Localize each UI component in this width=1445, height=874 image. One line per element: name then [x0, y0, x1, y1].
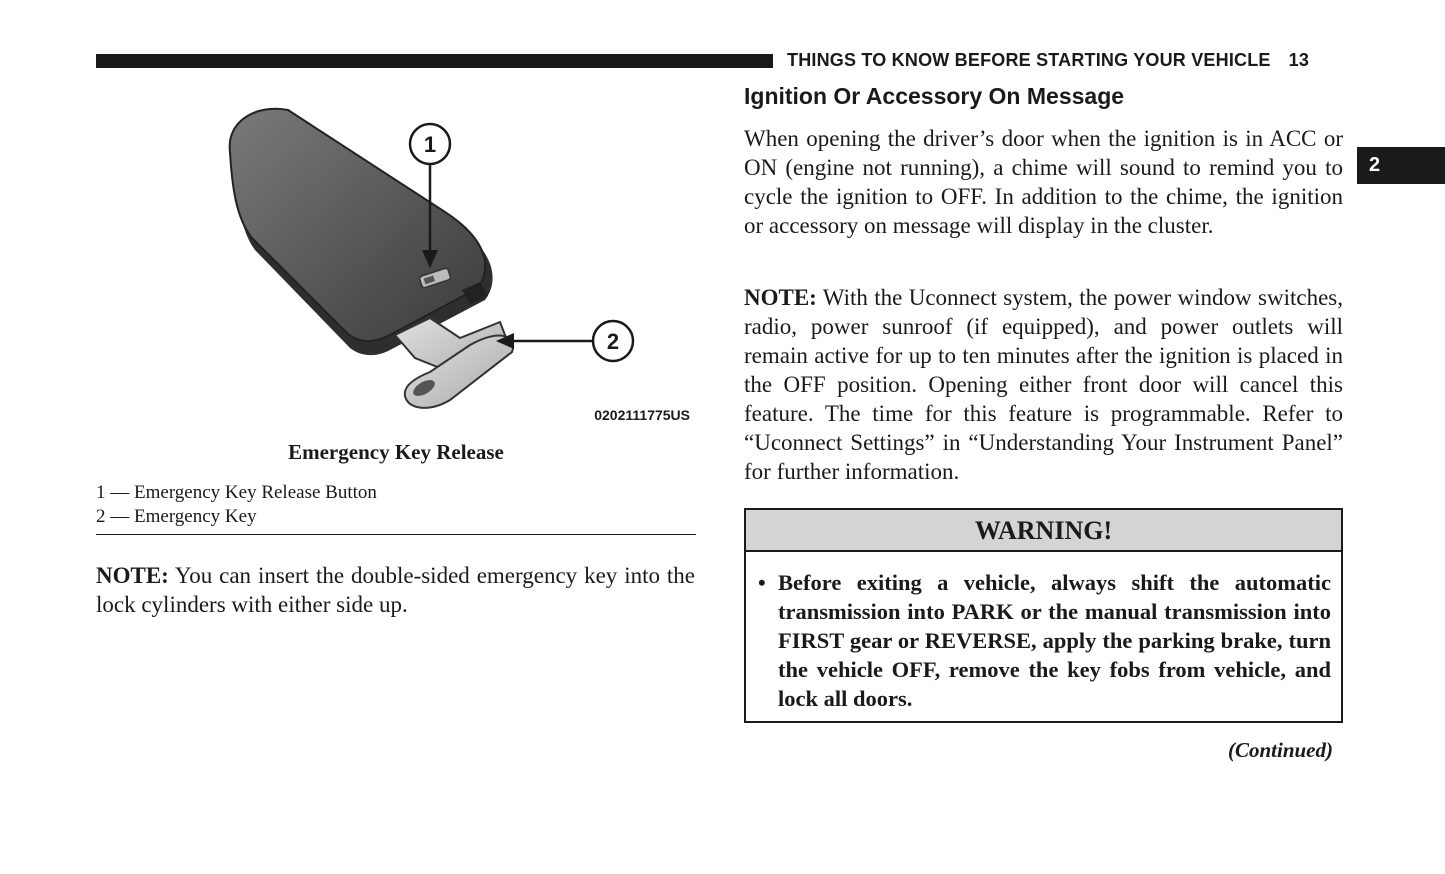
emergency-key-blade — [395, 318, 513, 408]
uconnect-note — [744, 283, 1343, 486]
legend-item-1: 1 — Emergency Key Release Button — [96, 482, 377, 503]
left-note-text: You can insert the double-sided emergency key into the lock cylinders with either side up. — [96, 563, 695, 617]
bullet-icon: • — [758, 570, 766, 595]
warning-title: WARNING! — [746, 510, 1341, 552]
running-title: THINGS TO KNOW BEFORE STARTING YOUR VEHICLE — [787, 50, 1271, 70]
ignition-paragraph: When opening the driver’s door when the ignition is in ACC or ON (engine not running), a chime will sound to remind you to cycle the ignition to OFF. In addition to the chime, the ignition or accessory on message will display in the cluster. — [744, 126, 1343, 238]
running-header — [787, 50, 1347, 72]
uconnect-note-label: NOTE: — [744, 285, 817, 310]
uconnect-note-text: With the Uconnect system, the power window switches, radio, power sunroof (if equipped), and power outlets will remain active for up to ten minutes after the ignition is placed in the OFF position. Opening either front door will cancel this feature. The time for this feature is programmable. Refer to “Uconnect Settings” in “Understanding Your Instrument Panel” for further information. — [744, 285, 1343, 484]
legend-divider — [96, 534, 696, 535]
callout-2 — [496, 321, 633, 361]
callout-1-label: 1 — [423, 132, 437, 157]
warning-box — [744, 508, 1343, 723]
chapter-tab[interactable]: 2 — [1357, 147, 1445, 184]
continued-label: (Continued) — [1227, 738, 1333, 762]
figure-caption: Emergency Key Release — [288, 440, 504, 464]
key-fob-body — [230, 109, 493, 355]
emergency-key-illustration — [200, 100, 700, 430]
left-note-label: NOTE: — [96, 563, 169, 588]
warning-item-text: Before exiting a vehicle, always shift the automatic transmission into PARK or the manual transmission into FIRST gear or REVERSE, apply the parking brake, turn the vehicle OFF, remove the key fobs from vehicle, and lock all doors. — [778, 570, 1331, 711]
header-rule — [96, 54, 773, 68]
warning-item — [758, 568, 1331, 713]
page-number: 13 — [1288, 50, 1310, 70]
section-title: Ignition Or Accessory On Message — [744, 83, 1125, 109]
legend-item-2: 2 — Emergency Key — [96, 506, 257, 527]
left-note — [96, 561, 695, 619]
figure-legend — [96, 481, 696, 529]
callout-2-label: 2 — [606, 329, 620, 354]
image-code: 0202111775US — [594, 407, 690, 423]
